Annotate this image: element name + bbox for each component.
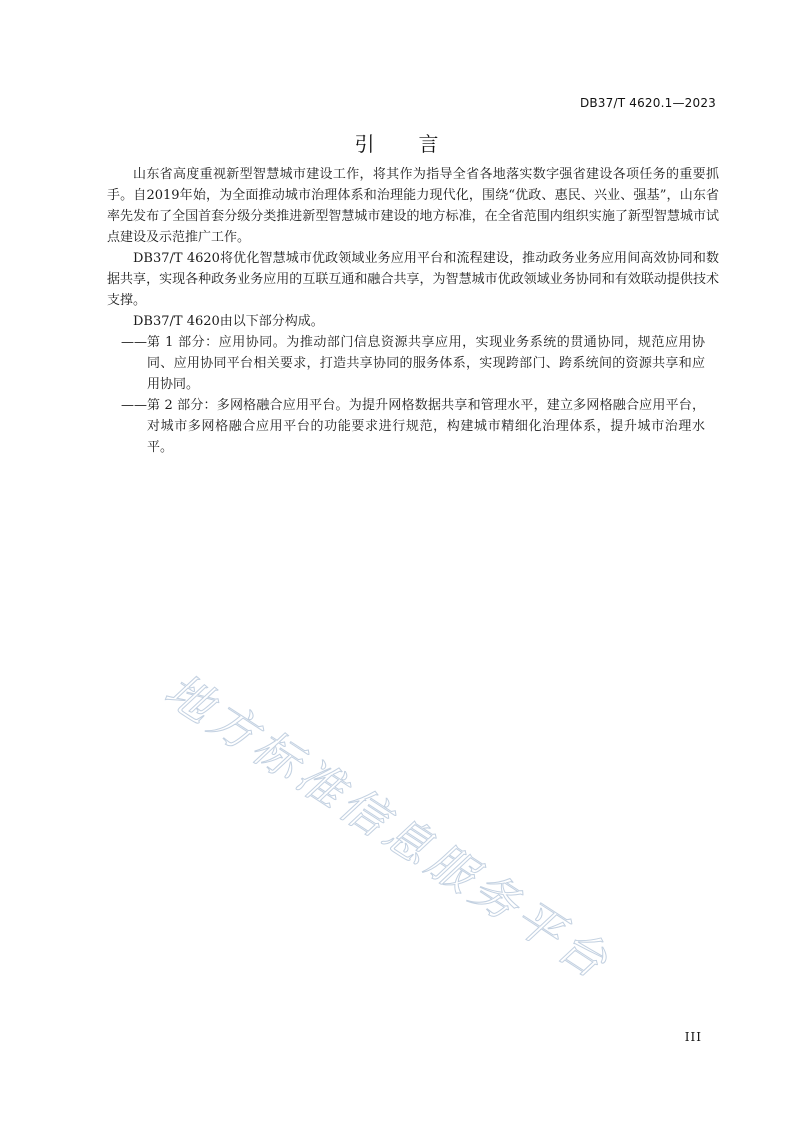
list-item bbox=[107, 332, 719, 395]
title-char-2: 言 bbox=[418, 132, 439, 156]
document-code: DB37/T 4620.1—2023 bbox=[579, 96, 716, 110]
list-item-text: 第 1 部分：应用协同。为推动部门信息资源共享应用，实现业务系统的贯通协同，规范应用协同、应用协同平台相关要求，打造共享协同的服务体系，实现跨部门、跨系统间的资源共享和应用协同。 bbox=[147, 335, 705, 392]
list-dash: —— bbox=[121, 335, 147, 350]
page-number: III bbox=[684, 1030, 702, 1044]
list-item-text: 第 2 部分：多网格融合应用平台。为提升网格数据共享和管理水平，建立多网格融合应用平台，对城市多网格融合应用平台的功能要求进行规范，构建城市精细化治理体系，提升城市治理水平。 bbox=[147, 398, 705, 455]
list-item bbox=[107, 395, 719, 458]
paragraph-intro: 山东省高度重视新型智慧城市建设工作，将其作为指导全省各地落实数字强省建设各项任务的重要抓手。自2019年始，为全面推动城市治理体系和治理能力现代化，围绕“优政、惠民、兴业、强基”，山东省率先发布了全国首套分级分类推进新型智慧城市建设的地方标准，在全省范围内组织实施了新型智慧城市试点建设及示范推广工作。 bbox=[107, 167, 719, 245]
watermark: 地方标准信息服务平台 bbox=[155, 662, 622, 992]
page-title bbox=[0, 128, 793, 157]
document-body bbox=[107, 164, 719, 458]
title-char-1: 引 bbox=[354, 132, 375, 156]
list-dash: —— bbox=[121, 398, 147, 413]
paragraph-purpose: DB37/T 4620将优化智慧城市优政领域业务应用平台和流程建设，推动政务业务应用间高效协同和数据共享，实现各种政务业务应用的互联互通和融合共享，为智慧城市优政领域业务协同和有效联动提供技术支撑。 bbox=[107, 251, 719, 308]
paragraph-structure: DB37/T 4620由以下部分构成。 bbox=[133, 314, 324, 329]
